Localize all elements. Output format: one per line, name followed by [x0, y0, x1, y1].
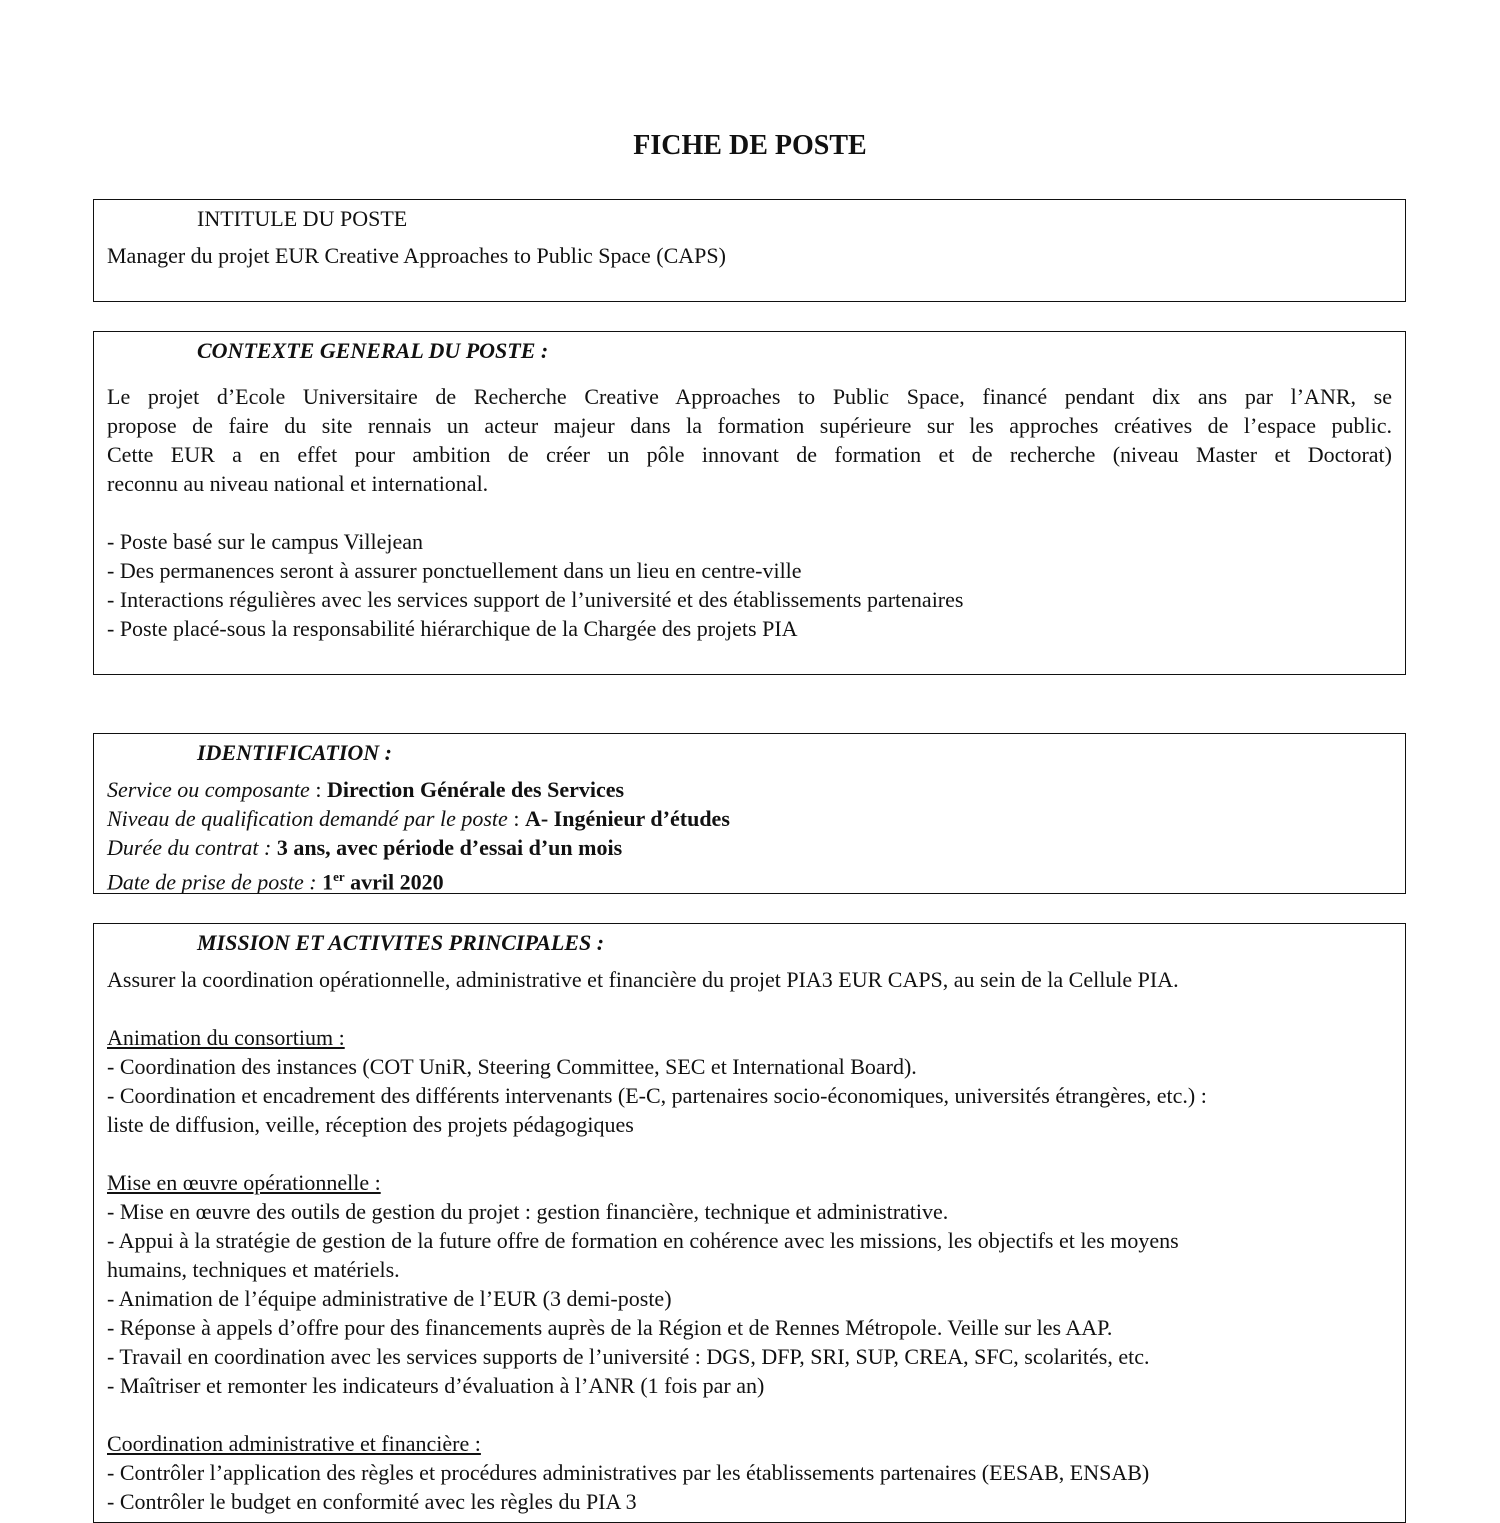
- field-label: Service ou composante: [107, 777, 310, 802]
- paragraph-line: reconnu au niveau national et international.: [107, 471, 489, 496]
- field-value: Direction Générale des Services: [326, 777, 625, 802]
- mission-item: - Maîtriser et remonter les indicateurs d’évaluation à l’ANR (1 fois par an): [107, 1373, 765, 1398]
- identification-section: [93, 733, 1406, 894]
- identification-field: [107, 833, 622, 862]
- mission-item: - Coordination des instances (COT UniR, Steering Committee, SEC et International Board).: [107, 1054, 917, 1079]
- field-value: 1: [322, 869, 334, 895]
- mission-item: - Appui à la stratégie de gestion de la future offre de formation en cohérence avec les missions, les objectifs et les moyens: [107, 1228, 1179, 1253]
- mission-section: [93, 923, 1406, 1523]
- field-sep: :: [309, 777, 327, 802]
- section-title: Mise en œuvre opérationnelle :: [107, 1170, 381, 1195]
- field-value: 3 ans, avec période d’essai d’un mois: [276, 835, 623, 860]
- mission-item: - Contrôler le budget en conformité avec les règles du PIA 3: [107, 1489, 637, 1514]
- paragraph-line: Le projet d’Ecole Universitaire de Recherche Creative Approaches to Public Space, financé pendant dix ans par l’ANR, se: [107, 384, 1392, 409]
- identification-field: [107, 862, 444, 896]
- field-label: Date de prise de poste :: [107, 869, 317, 895]
- section-title: Animation du consortium :: [107, 1025, 345, 1050]
- intitule-heading: INTITULE DU POSTE: [197, 206, 408, 231]
- paragraph-line: Cette EUR a en effet pour ambition de créer un pôle innovant de formation et de recherche (niveau Master et Doctorat): [107, 442, 1392, 467]
- identification-field: [107, 775, 624, 804]
- paragraph-line: propose de faire du site rennais un acteur majeur dans la formation supérieure sur les approches créatives de l’espace public.: [107, 413, 1392, 438]
- bullet-item: - Poste basé sur le campus Villejean: [107, 529, 423, 554]
- field-label: Niveau de qualification demandé par le poste: [107, 806, 508, 831]
- intitule-text: Manager du projet EUR Creative Approaches to Public Space (CAPS): [107, 243, 726, 268]
- contexte-section: [93, 331, 1406, 675]
- mission-item: - Animation de l’équipe administrative de l’EUR (3 demi-poste): [107, 1286, 672, 1311]
- field-sup: er: [333, 869, 345, 884]
- mission-item: liste de diffusion, veille, réception des projets pédagogiques: [107, 1112, 634, 1137]
- field-sep: :: [507, 806, 525, 831]
- identification-field: [107, 804, 730, 833]
- identification-heading: IDENTIFICATION :: [197, 740, 392, 765]
- field-value2: avril 2020: [344, 869, 444, 895]
- mission-item: - Travail en coordination avec les services supports de l’université : DGS, DFP, SRI, SUP, CREA, SFC, scolarités, etc.: [107, 1344, 1150, 1369]
- page-title: FICHE DE POSTE: [633, 130, 867, 161]
- mission-item: - Mise en œuvre des outils de gestion du projet : gestion financière, technique et administrative.: [107, 1199, 949, 1224]
- intitule-section: [93, 199, 1406, 302]
- field-label: Durée du contrat :: [107, 835, 272, 860]
- mission-item: - Réponse à appels d’offre pour des financements auprès de la Région et de Rennes Métropole. Veille sur les AAP.: [107, 1315, 1113, 1340]
- bullet-item: - Interactions régulières avec les services support de l’université et des établissements partenaires: [107, 587, 964, 612]
- mission-item: - Coordination et encadrement des différents intervenants (E-C, partenaires socio-économiques, universités étrangères, etc.) :: [107, 1083, 1207, 1108]
- field-value: A- Ingénieur d’études: [524, 806, 730, 831]
- section-title: Coordination administrative et financière :: [107, 1431, 481, 1456]
- mission-item: - Contrôler l’application des règles et procédures administratives par les établissements partenaires (EESAB, ENSAB): [107, 1460, 1150, 1485]
- contexte-heading: CONTEXTE GENERAL DU POSTE :: [197, 338, 549, 363]
- bullet-item: - Des permanences seront à assurer ponctuellement dans un lieu en centre-ville: [107, 558, 802, 583]
- mission-heading: MISSION ET ACTIVITES PRINCIPALES :: [197, 930, 605, 955]
- mission-intro: Assurer la coordination opérationnelle, administrative et financière du projet PIA3 EUR CAPS, au sein de la Cellule PIA.: [107, 967, 1179, 992]
- bullet-item: - Poste placé-sous la responsabilité hiérarchique de la Chargée des projets PIA: [107, 616, 798, 641]
- mission-item: humains, techniques et matériels.: [107, 1257, 400, 1282]
